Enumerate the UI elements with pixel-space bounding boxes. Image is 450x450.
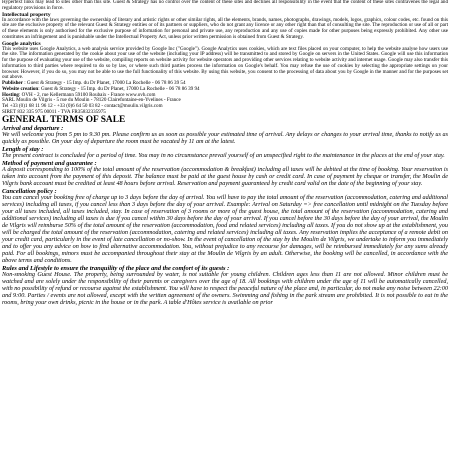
ip-heading: Intellectual property bbox=[2, 11, 51, 18]
section-text-rules: Non-smoking Guest House. The property, being surrounded by water, is not suitable for young children. Children ages less than 11 are not allowed. Minor children must be watched and are solely under the responsibility of their parents or caregivers over the age of 18. All bookings with children under the age of 11 will be automatically cancelled, with no possibility of refund or recourse against the establishment. You will have to respect the peaceful nature of the place and, in particular, do not make any noise between 22:00 and 9:00. Parties / events are not allowed, except with the written agreement of the owners. Swimming and fishing in the park stream are prohibited. It is not possible to eat in the rooms, bring your own drinks, picnic in the house or in the park. A table d'Hôtes service is available on prior bbox=[2, 270, 448, 306]
creation-label: Website creation bbox=[2, 85, 39, 92]
ga-text: This website uses Google Analytics, a web analysis service provided by Google Inc ("Google"). Google Analytics uses cookies, which are text files placed on your computer, to help the website analyse how users use the site. The information generated by the cookie about your use of the website (including your IP address) will be transmitted to and stored by Google on servers in the United States. Google will use this information for the purpose of evaluating your use of the website, compiling reports on website activity for website operators and providing other services relating to website activity and internet usage. Google may also transfer this information to third parties where required to do so by law, or where such third parties process the information on Google's behalf. You may refuse the use of cookies by selecting the appropriate settings on your browser. However, if you do so, you may not be able to use the full functionality of this website. By using this website, you consent to the processing of data about you by Google in the manner and for the purposes set out above. bbox=[2, 45, 448, 81]
section-text-payment: A deposit corresponding to 100% of the total amount of the reservation (accommodation & breakfast) including all taxes will be debited at the time of booking. Your reservation is taken into account from the payment of this deposit. The balance must be paid at the guest house by cash or credit card. In case of payment by cheque or transfer, the Moulin de Vilgris bank account must be credited at least 48 hours before arrival. Reservation and payment guaranteed by credit card valid on the date of the beginning of your stay. bbox=[2, 166, 448, 188]
hosting-value: : OVH - 2, rue Kellermann 59100 Roubaix - France www.ovh.com bbox=[18, 91, 156, 98]
publisher-value: : Guest & Strategy - 15 Imp. du Dr Planet, 17000 La Rochelle - 06 78 86 39 54 bbox=[22, 80, 186, 87]
section-heading-payment: Method of payment and guarantee : bbox=[2, 160, 97, 168]
gts-title: GENERAL TERMS OF SALE bbox=[2, 114, 126, 125]
ip-text: In accordance with the laws governing the ownership of literary and artistic rights or other similar rights, all the elements, brands, names, photographs, drawings, models, logos, graphics, colour codes, etc. found on this site are the exclusive property of the relevant Guest & Strategy entities or of its partners or suppliers, who do not grant any licence or any other right than that of consulting the site. The reproduction or use of all or part of these elements is only authorised for the exclusive purpose of information for personal and private use, any reproduction and any use of copies made for other purposes being expressly prohibited. Any other use constitutes an infringement and is punishable under the Intellectual Property Act, unless prior written permission is obtained from Guest & Strategy. bbox=[2, 16, 448, 40]
ga-heading: Google analytics bbox=[2, 40, 41, 47]
creation-value: : Guest & Strategy - 15 Imp. du Dr Planet, 17000 La Rochelle - 06 78 86 39 94 bbox=[38, 85, 200, 92]
section-text-cancellation: You can cancel your booking free of charge up to 3 days before the day of arrival. You will have to pay the total amount of the reservation (accommodation, catering and additional services) including all taxes, if you cancel less than 3 days before the day of your arrival. Example: Arrival on Saturday => free cancellation until midnight on the Tuesday before your all taxes included, all taxes included, stay. In case of reservation of 3 rooms or more of the guest house, the total amount of the reservation (accommodation, catering and additional services) including all taxes is due if you cancel within 30 days before the day of your arrival. If you cancel before the 30 days before the day of your arrival, the Moulin de Vilgris will reimburse 50% of the total amount of the reservation (accommodation, food and related services) including all taxes. If you do not show up at the establishment, you will be charged the total amount of the reservation (accommodation, catering and related services) including all taxes. Any reservation implies the acceptance of a remote debit on your credit card, particularly in the event of late cancellation or no-show. In the event of cancellation of the stay by the Moulin de Vilgris, we undertake to inform you immediately and to offer you any advice on how to find alternative accommodation. You, without prejudice to any recourse for damages, will be reimbursed immediately for any sums already paid. For all bookings, minors must be accompanied throughout their stay at the Moulin de Vilgris by an adult. Otherwise, the booking will be cancelled, in accordance with the above terms and conditions. bbox=[2, 194, 448, 264]
hosting-label: Hosting bbox=[2, 91, 19, 98]
publisher-label: Publisher bbox=[2, 80, 23, 87]
section-text-length: The present contract is concluded for a period of time. You may in no circumstance prevail yourself of an unspecified right to the maintenance in the places at the end of your stay. bbox=[2, 152, 445, 160]
links-disclaimer: Hypertext links may lead to sites other than this site. Guest & Strategy has no control over the content of these sites and declines all responsibility in the event that the content of these sites contravenes the legal and regulatory provisions in force. bbox=[2, 0, 448, 11]
section-heading-arrival: Arrival and departure : bbox=[2, 125, 64, 133]
section-heading-length: Length of stay : bbox=[2, 146, 44, 154]
company-address: SARL Moulin de Vilgris - 5 rue du Moulin - 78120 Clairefontaine-en-Yvelines - France bbox=[2, 97, 181, 104]
section-text-arrival: We will welcome you from 5 pm to 9.30 pm. Please confirm us as soon as possible your estimated time of arrival. Any delays or changes to your arrival time, thanks to notify us as quickly as possible. On your day of departure the room must be vacated by 11 am at the latest. bbox=[2, 131, 448, 146]
company-siret: SIRET 832 335 975 00011 - TVA FR35832335975 bbox=[2, 108, 106, 115]
section-heading-cancellation: Cancellation policy : bbox=[2, 188, 57, 196]
company-contact: Tel +33 (0)1 68 11 96 12 - +33 (0)6 64 50 03 82 - contact@moulin.vilgris.com bbox=[2, 103, 163, 110]
section-heading-rules: Rules and Lifestyle to ensure the tranquility of the place and the comfort of its guests : bbox=[2, 264, 230, 272]
